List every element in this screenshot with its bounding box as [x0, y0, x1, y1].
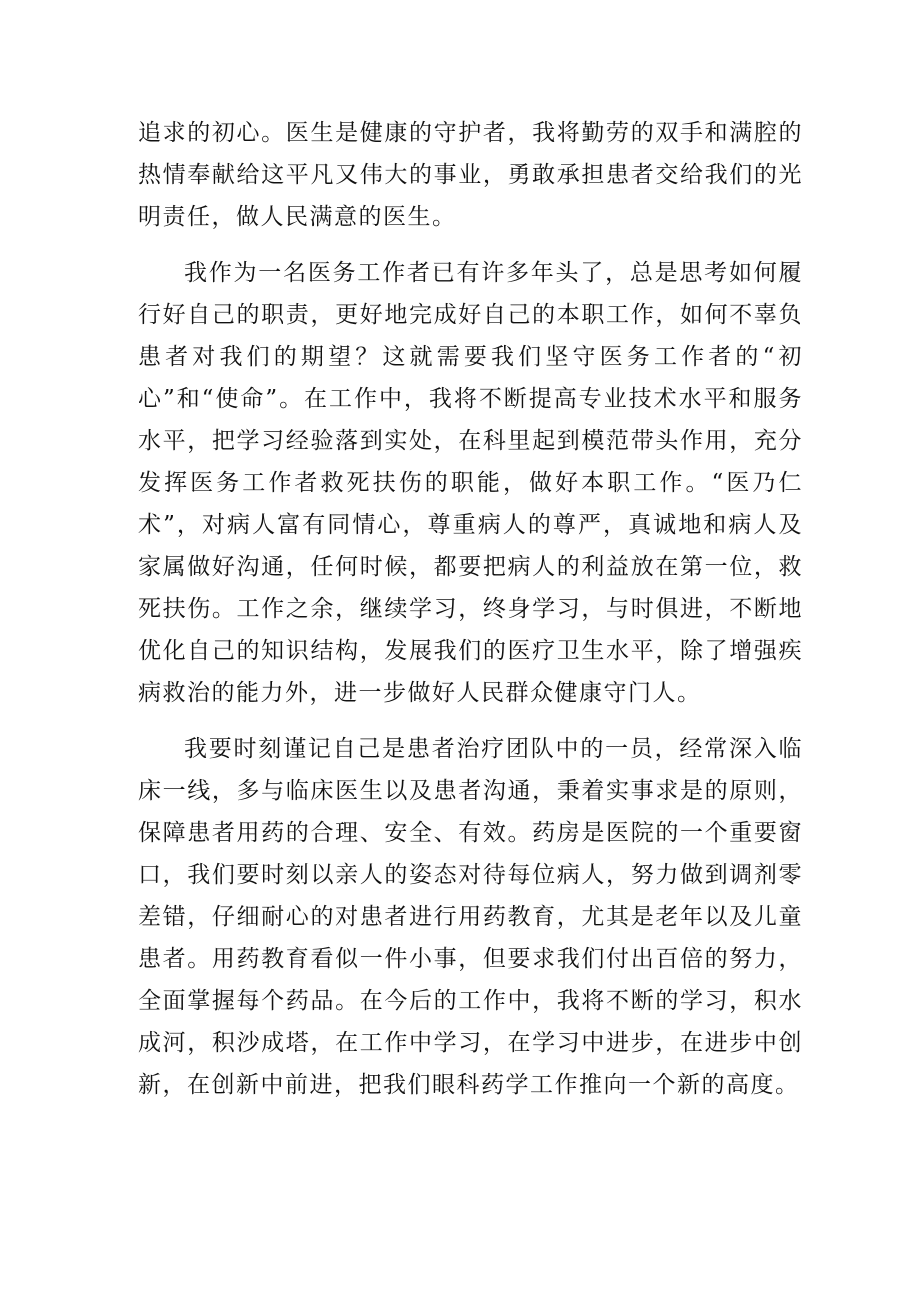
paragraph-1: 追求的初心。医生是健康的守护者，我将勤劳的双手和满腔的热情奉献给这平凡又伟大的事业，勇敢承担患者交给我们的光明责任，做人民满意的医生。: [138, 120, 803, 230]
paragraph-3: 我要时刻谨记自己是患者治疗团队中的一员，经常深入临床一线，多与临床医生以及患者沟通，秉着实事求是的原则，保障患者用药的合理、安全、有效。药房是医院的一个重要窗口，我们要时刻以亲人的姿态对待每位病人，努力做到调剂零差错，仔细耐心的对患者进行用药教育，尤其是老年以及儿童患者。用药教育看似一件小事，但要求我们付出百倍的努力，全面掌握每个药品。在今后的工作中，我将不断的学习，积水成河，积沙成塔，在工作中学习，在学习中进步，在进步中创新，在创新中前进，把我们眼科药学工作推向一个新的高度。: [138, 736, 803, 1098]
document-body: [138, 112, 803, 1120]
paragraph-2: 我作为一名医务工作者已有许多年头了，总是思考如何履行好自己的职责，更好地完成好自己的本职工作，如何不辜负患者对我们的期望？这就需要我们坚守医务工作者的“初心”和“使命”。在工作中，我将不断提高专业技术水平和服务水平，把学习经验落到实处，在科里起到模范带头作用，充分发挥医务工作者救死扶伤的职能，做好本职工作。“医乃仁术”，对病人富有同情心，尊重病人的尊严，真诚地和病人及家属做好沟通，任何时候，都要把病人的利益放在第一位，救死扶伤。工作之余，继续学习，终身学习，与时俱进，不断地优化自己的知识结构，发展我们的医疗卫生水平，除了增强疾病救治的能力外，进一步做好人民群众健康守门人。: [138, 260, 803, 706]
